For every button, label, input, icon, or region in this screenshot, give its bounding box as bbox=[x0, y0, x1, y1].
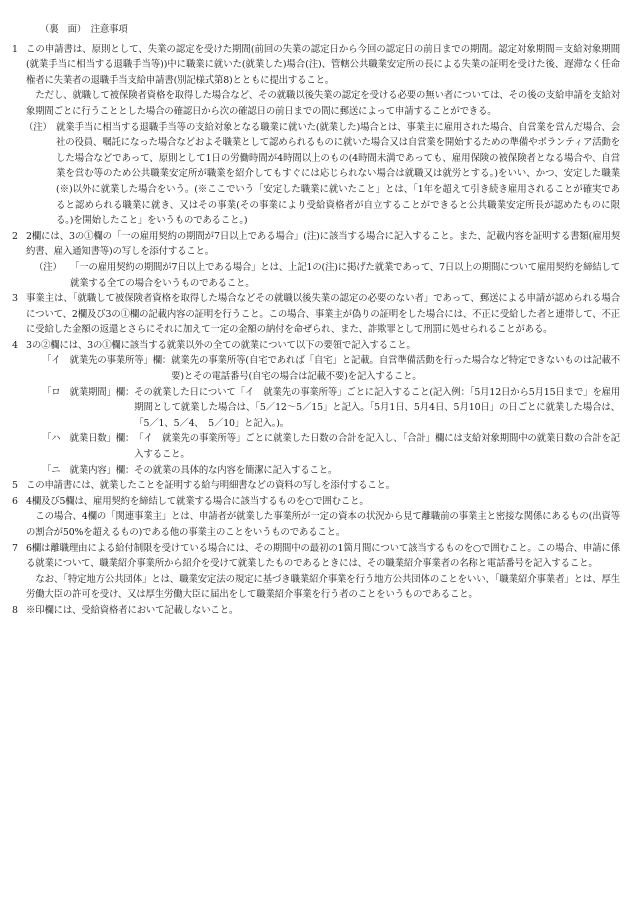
page-heading: （裏 面） 注意事項 bbox=[40, 24, 128, 35]
item-number: 2 bbox=[12, 230, 18, 242]
note-text: 就業手当に相当する退職手当等の支給対象となる職業に就いた(就業した)場合とは、事業主に雇用された場合、自営業を営んだ場合、会社の役員、嘱託になった場合などおよそ職業として認められるものに就いた場合又は自営業を開始するための準備やボランティア活動をした場合などであって、原則として1日の労働時間が4時間以上のもの(4時間未満であっても、雇用保険の被保険者となる場合や、自営業を営む等のため公共職業安定所が職業を紹介してもすぐには応じられない場合は就職又は就労とする。)をいい、かつ、安定した職業(※)以外に就業した場合をいう。(※ここでいう「安定した職業に就いたこと」とは、「1年を超えて引き続き雇用されることが確実であると認められる職業に就き、又はその事業(その事業により受給資格者が自立することができると公共職業安定所長が認めたものに限る。)を開始したこと」をいうものであること。) bbox=[56, 121, 620, 227]
item-text: 事業主は、「就職して被保険者資格を取得した場合などその就職以後失業の認定の必要のない者」であって、郵送による申請が認められる場合について、2欄及び3の①欄の記載内容の証明を行うこと。この場合、事業主が偽りの証明をした場合には、不正に受給した者と連帯して、不正に受給した金額の返還とさらにそれに加えて一定の金額の納付を命ぜられ、また、詐欺罪として刑罰に処せられることがある。 bbox=[26, 293, 620, 336]
note-item-4 bbox=[12, 338, 620, 354]
column-guide-ha bbox=[12, 431, 620, 462]
note-item-6 bbox=[12, 494, 620, 510]
notes-page bbox=[12, 22, 620, 619]
item-text: 2欄には、3の①欄の「一の雇用契約の期間が7日以上である場合」(注)に該当する場合に記入すること。また、記載内容を証明する書類(雇用契約書、雇入通知書等)の写しを添付すること。 bbox=[26, 230, 620, 258]
column-label: 「イ 就業先の事業所等」欄： bbox=[42, 355, 172, 367]
item-paragraph: ただし、就職して被保険者資格を取得した場合など、その就職以後失業の認定を受ける必要の無い者については、その後の支給申請を支給対象期間ごとに行うこととした場合の確認日から次の確認日の前日までの間に郵送によって申請することができる。 bbox=[26, 90, 620, 117]
column-guide-ni bbox=[12, 463, 620, 479]
note-text: 「一の雇用契約の期間が7日以上である場合」とは、上記1の(注)に掲げた就業であって、7日以上の期間について雇用契約を締結して就業する全ての場合をいうものであること。 bbox=[70, 261, 620, 289]
column-label: 「ロ 就業期間」欄： bbox=[42, 386, 135, 398]
item-number: 6 bbox=[12, 495, 18, 507]
item-number: 7 bbox=[12, 542, 18, 554]
item-text: この申請書は、原則として、失業の認定を受けた期間(前回の失業の認定日から今回の認定日の前日までの期間。認定対象期間＝支給対象期間(就業手当に相当する退職手当等))中に職業に就いた(就業した)場合(注)、管轄公共職業安定所の長による失業の証明を受けた後、遅滞なく任命権者に失業者の退職手当支給申請書(別記様式第8)とともに提出すること。 bbox=[26, 43, 620, 86]
column-text: その就業の具体的な内容を簡潔に記入すること。 bbox=[134, 464, 338, 476]
column-guide-ro bbox=[12, 385, 620, 432]
item-number: 1 bbox=[12, 43, 18, 55]
item-number: 3 bbox=[12, 293, 18, 305]
note-label: （注） bbox=[24, 121, 52, 133]
item-text: 6欄は離職理由による給付制限を受けている場合には、その期間中の最初の1箇月間について該当するものを○で囲むこと。この場合、申請に係る就業について、職業紹介事業所から紹介を受けて就業したものであるときには、その職業紹介事業者の名称と電話番号を記入すること。 bbox=[26, 542, 620, 570]
item-number: 8 bbox=[12, 604, 18, 616]
item-paragraph: この場合、4欄の「関連事業主」とは、申請者が就業した事業所が一定の資本の状況から見て離職前の事業主と密接な関係にあるもの(出資等の割合が50%を超えるもの)である他の事業主のことをいうものであること。 bbox=[26, 511, 620, 538]
note-item-5 bbox=[12, 478, 620, 494]
item-number: 4 bbox=[12, 339, 18, 351]
note-item-3 bbox=[12, 291, 620, 338]
column-label: 「ニ 就業内容」欄： bbox=[42, 464, 135, 476]
item-text: ※印欄には、受給資格者において記載しないこと。 bbox=[26, 604, 239, 616]
column-text: 就業先の事業所等(自宅であれば「自宅」と記載。自営準備活動を行った場合など特定できないものは記載不要)とその電話番号(自宅の場合は記載不要)を記入すること。 bbox=[171, 355, 620, 383]
note-item-8 bbox=[12, 603, 620, 619]
item-paragraph: なお、「特定地方公共団体」とは、職業安定法の規定に基づき職業紹介事業を行う地方公共団体のことをいい、「職業紹介事業者」とは、厚生労働大臣の許可を受け、又は厚生労働大臣に届出をして職業紹介事業を行う者のことをいうものであること。 bbox=[26, 573, 620, 601]
item-2-note bbox=[12, 260, 620, 291]
note-item-7 bbox=[12, 541, 620, 572]
note-label: （注） bbox=[34, 261, 62, 273]
item-text: 4欄及び5欄は、雇用契約を締結して就業する場合に該当するものを○で囲むこと。 bbox=[26, 495, 369, 507]
column-text: 「イ 就業先の事業所等」ごとに就業した日数の合計を記入し、「合計」欄には支給対象期間中の就業日数の合計を記入すること。 bbox=[134, 433, 620, 461]
note-item-1 bbox=[12, 42, 620, 89]
column-guide-i bbox=[12, 353, 620, 384]
item-1-note bbox=[12, 120, 620, 229]
item-number: 5 bbox=[12, 480, 18, 492]
item-text: 3の②欄には、3の①欄に該当する就業以外の全ての就業について以下の要領で記入すること。 bbox=[26, 339, 416, 351]
note-item-2 bbox=[12, 229, 620, 260]
item-text: この申請書には、就業したことを証明する給与明細書などの資料の写しを添付すること。 bbox=[26, 480, 396, 492]
column-text: その就業した日について「イ 就業先の事業所等」ごとに記入すること(記入例：「5月12日から5月15日まで」を雇用期間として就業した場合は、「5／12～5／15」と記入。「5月1日、5月4日、5月10日」の日ごとに就業した場合は、「5／1、5／4、 5／10」と記入。)。 bbox=[134, 386, 620, 429]
column-label: 「ハ 就業日数」欄： bbox=[42, 433, 135, 445]
